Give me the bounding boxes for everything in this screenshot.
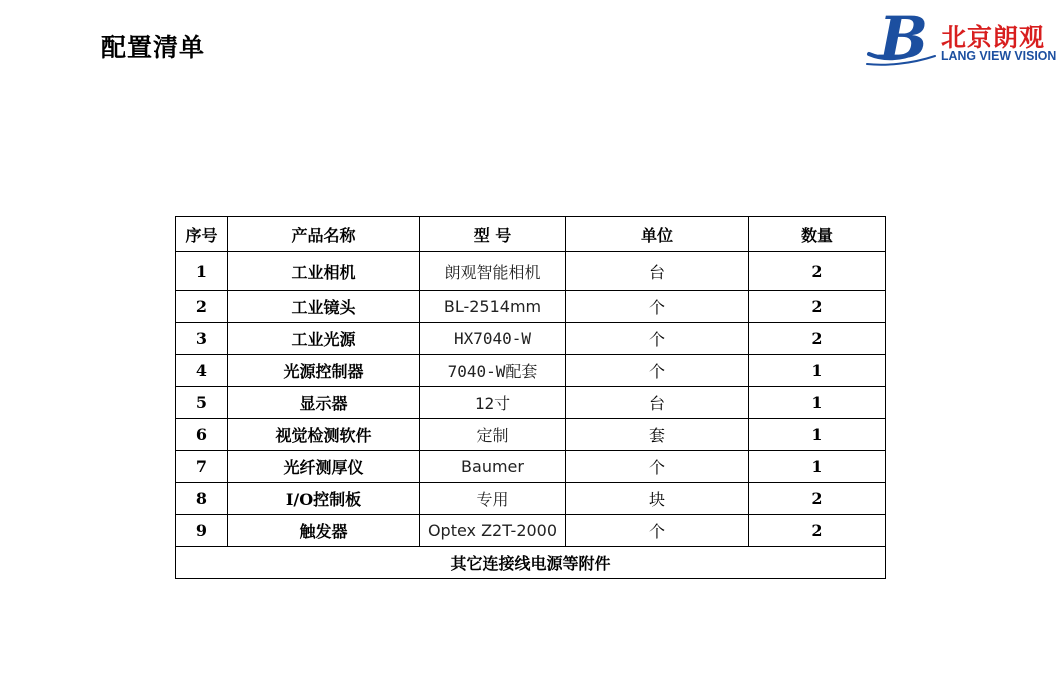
cell-name: 光源控制器: [228, 355, 420, 387]
cell-no: 4: [176, 355, 228, 387]
cell-qty: 1: [749, 355, 886, 387]
cell-model: 定制: [420, 419, 566, 451]
logo-chinese-text: 北京朗观: [941, 23, 1046, 52]
cell-name: 触发器: [228, 515, 420, 547]
table-row: [176, 387, 886, 419]
cell-no: 7: [176, 451, 228, 483]
table-header-row: [176, 217, 886, 252]
accessories-note: 其它连接线电源等附件: [176, 547, 886, 579]
cell-unit: 个: [566, 451, 749, 483]
cell-no: 5: [176, 387, 228, 419]
cell-name: 工业光源: [228, 323, 420, 355]
column-header-unit: 单位: [566, 217, 749, 252]
page-title: 配置清单: [101, 33, 206, 62]
cell-name: 光纤测厚仪: [228, 451, 420, 483]
cell-qty: 2: [749, 323, 886, 355]
cell-unit: 个: [566, 355, 749, 387]
column-header-name: 产品名称: [228, 217, 420, 252]
cell-unit: 个: [566, 515, 749, 547]
cell-model: BL-2514mm: [420, 291, 566, 323]
table-row: [176, 291, 886, 323]
cell-name: 视觉检测软件: [228, 419, 420, 451]
cell-qty: 2: [749, 252, 886, 291]
cell-unit: 个: [566, 291, 749, 323]
cell-model: 朗观智能相机: [420, 252, 566, 291]
column-header-qty: 数量: [749, 217, 886, 252]
table-row: [176, 252, 886, 291]
cell-model: 专用: [420, 483, 566, 515]
cell-qty: 1: [749, 387, 886, 419]
cell-no: 2: [176, 291, 228, 323]
cell-unit: 台: [566, 252, 749, 291]
cell-qty: 2: [749, 515, 886, 547]
cell-unit: 套: [566, 419, 749, 451]
table-row: [176, 323, 886, 355]
table-row: [176, 451, 886, 483]
cell-no: 3: [176, 323, 228, 355]
cell-qty: 2: [749, 483, 886, 515]
logo-letter: B: [879, 8, 929, 68]
configuration-table: [175, 216, 886, 579]
cell-model: 7040-W配套: [420, 355, 566, 387]
cell-unit: 块: [566, 483, 749, 515]
cell-qty: 1: [749, 451, 886, 483]
logo-b-mark: [865, 8, 945, 68]
cell-model: Optex Z2T-2000: [420, 515, 566, 547]
column-header-no: 序号: [176, 217, 228, 252]
cell-qty: 1: [749, 419, 886, 451]
cell-model: 12寸: [420, 387, 566, 419]
cell-no: 9: [176, 515, 228, 547]
table-row: [176, 515, 886, 547]
cell-name: 工业相机: [228, 252, 420, 291]
cell-no: 8: [176, 483, 228, 515]
cell-name: 工业镜头: [228, 291, 420, 323]
table-row: [176, 419, 886, 451]
column-header-model: 型 号: [420, 217, 566, 252]
table-footer-row: [176, 547, 886, 579]
cell-model: Baumer: [420, 451, 566, 483]
logo-english-text: LANG VIEW VISION: [941, 48, 1057, 63]
cell-unit: 台: [566, 387, 749, 419]
company-logo: [865, 8, 1060, 68]
cell-no: 1: [176, 252, 228, 291]
cell-name: 显示器: [228, 387, 420, 419]
table-row: [176, 355, 886, 387]
table-row: [176, 483, 886, 515]
cell-model: HX7040-W: [420, 323, 566, 355]
cell-unit: 个: [566, 323, 749, 355]
cell-qty: 2: [749, 291, 886, 323]
cell-name: I/O控制板: [228, 483, 420, 515]
cell-no: 6: [176, 419, 228, 451]
